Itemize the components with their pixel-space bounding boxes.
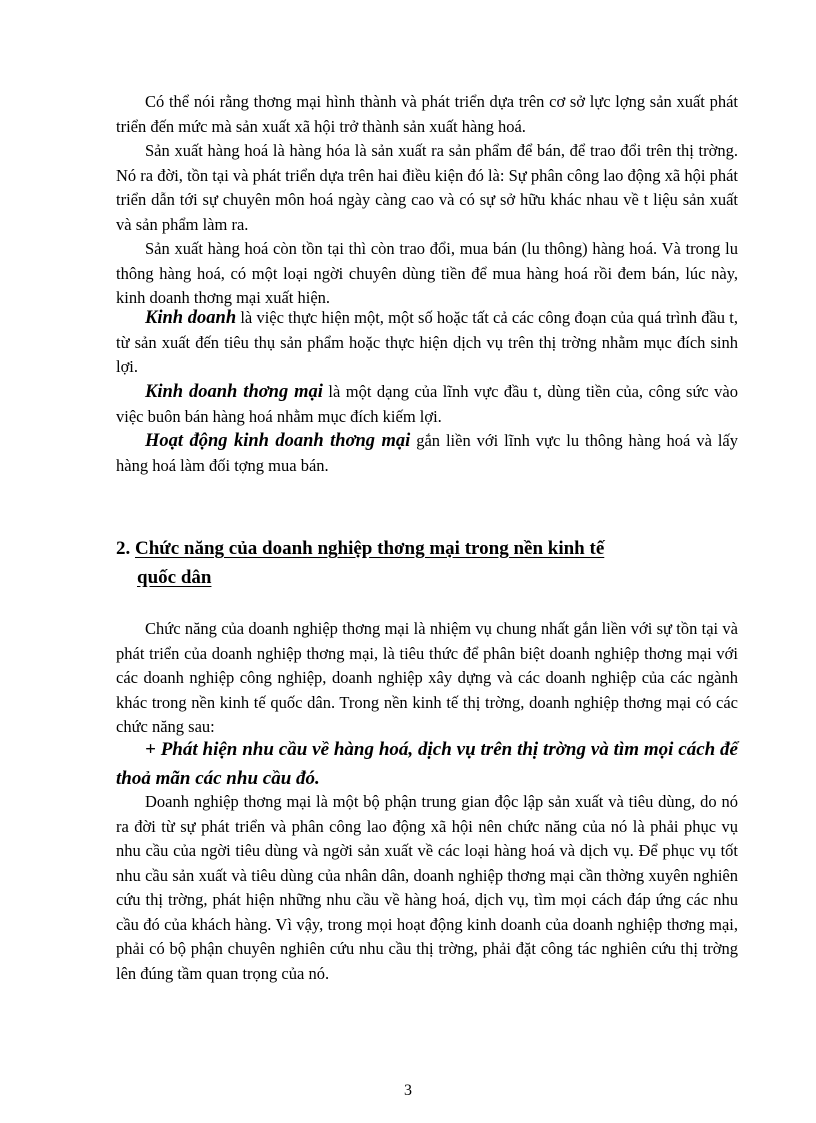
paragraph-business-definition	[116, 306, 738, 380]
section-heading	[116, 534, 756, 592]
term-kinh-doanh: Kinh doanh	[145, 308, 237, 328]
page-number: 3	[404, 1082, 412, 1099]
section-title-line2: quốc dân	[137, 567, 212, 588]
bullet-heading-discover-needs: + Phát hiện nhu cầu về hàng hoá, dịch vụ trên thị trờng và tìm mọi cách để thoả mãn các nhu cầu đó.	[116, 739, 738, 789]
paragraph-trade-activity-definition	[116, 429, 738, 478]
paragraph-commodity-production: Sản xuất hàng hoá là hàng hóa là sản xuất ra sản phẩm để bán, để trao đổi trên thị trờng. Nó ra đời, tồn tại và phát triển dựa trên hai điều kiện đó là: Sự phân công lao động xã hội phát triển dẫn tới sự chuyên môn hoá ngày càng cao và có sự sở hữu khác nhau về t liệu sản xuất và sản phẩm làm ra.	[116, 141, 738, 234]
paragraph-circulation: Sản xuất hàng hoá còn tồn tại thì còn trao đổi, mua bán (lu thông) hàng hoá. Và trong lu thông hàng hoá, có một loại ngời chuyên dùng tiền để mua hàng hoá rồi đem bán, lúc này, kinh doanh thơng mại xuất hiện.	[116, 239, 738, 307]
section-title-line1: Chức năng của doanh nghiệp thơng mại trong nền kinh tế	[135, 538, 605, 559]
definition-text: gắn liền với lĩnh vực lu thông hàng hoá và lấy hàng hoá làm đối tợng mua bán.	[116, 431, 738, 475]
definition-text: là việc thực hiện một, một số hoặc tất cả các công đoạn của quá trình đầu t, từ sản xuất đến tiêu thụ sản phẩm hoặc thực hiện dịch vụ trên thị trờng nhằm mục đích sinh lợi.	[116, 308, 738, 376]
term-hoat-dong-kinh-doanh: Hoạt động kinh doanh thơng mại	[145, 431, 411, 451]
section-number: 2.	[116, 538, 131, 559]
paragraph-trade-business-definition	[116, 380, 738, 429]
paragraph-functions-intro: Chức năng của doanh nghiệp thơng mại là nhiệm vụ chung nhất gắn liền với sự tồn tại và phát triển của doanh nghiệp thơng mại, là tiêu thức để phân biệt doanh nghiệp thơng mại với các doanh nghiệp công nghiệp, doanh nghiệp xây dựng và các doanh nghiệp của các ngành khác trong nền kinh tế quốc dân. Trong nền kinh tế thị trờng, doanh nghiệp thơng mại có các chức năng sau:	[116, 619, 738, 736]
term-kinh-doanh-thuong-mai: Kinh doanh thơng mại	[145, 382, 323, 402]
paragraph-commerce-origin: Có thể nói rằng thơng mại hình thành và phát triển dựa trên cơ sở lực lợng sản xuất phát triển đến mức mà sản xuất xã hội trở thành sản xuất hàng hoá.	[116, 92, 738, 136]
definition-text: là một dạng của lĩnh vực đầu t, dùng tiền của, công sức vào việc buôn bán hàng hoá nhằm mục đích kiếm lợi.	[116, 382, 738, 426]
paragraph-intermediary-role: Doanh nghiệp thơng mại là một bộ phận trung gian độc lập sản xuất và tiêu dùng, do nó ra đời từ sự phát triển và phân công lao động xã hội nên chức năng của nó là phải phục vụ nhu cầu của ngời tiêu dùng và ngời sản xuất về các loại hàng hoá và dịch vụ. Để phục vụ tốt nhu cầu sản xuất và tiêu dùng của nhân dân, doanh nghiệp thơng mại cần thờng xuyên nghiên cứu thị trờng, phát hiện những nhu cầu về hàng hoá, dịch vụ, tìm mọi cách đáp ứng các nhu cầu đó của khách hàng. Vì vậy, trong mọi hoạt động kinh doanh của doanh nghiệp thơng mại, phải có bộ phận chuyên nghiên cứu nhu cầu thị trờng, phải đặt công tác nghiên cứu thị trờng lên đúng tầm quan trọng của nó.	[116, 792, 738, 983]
